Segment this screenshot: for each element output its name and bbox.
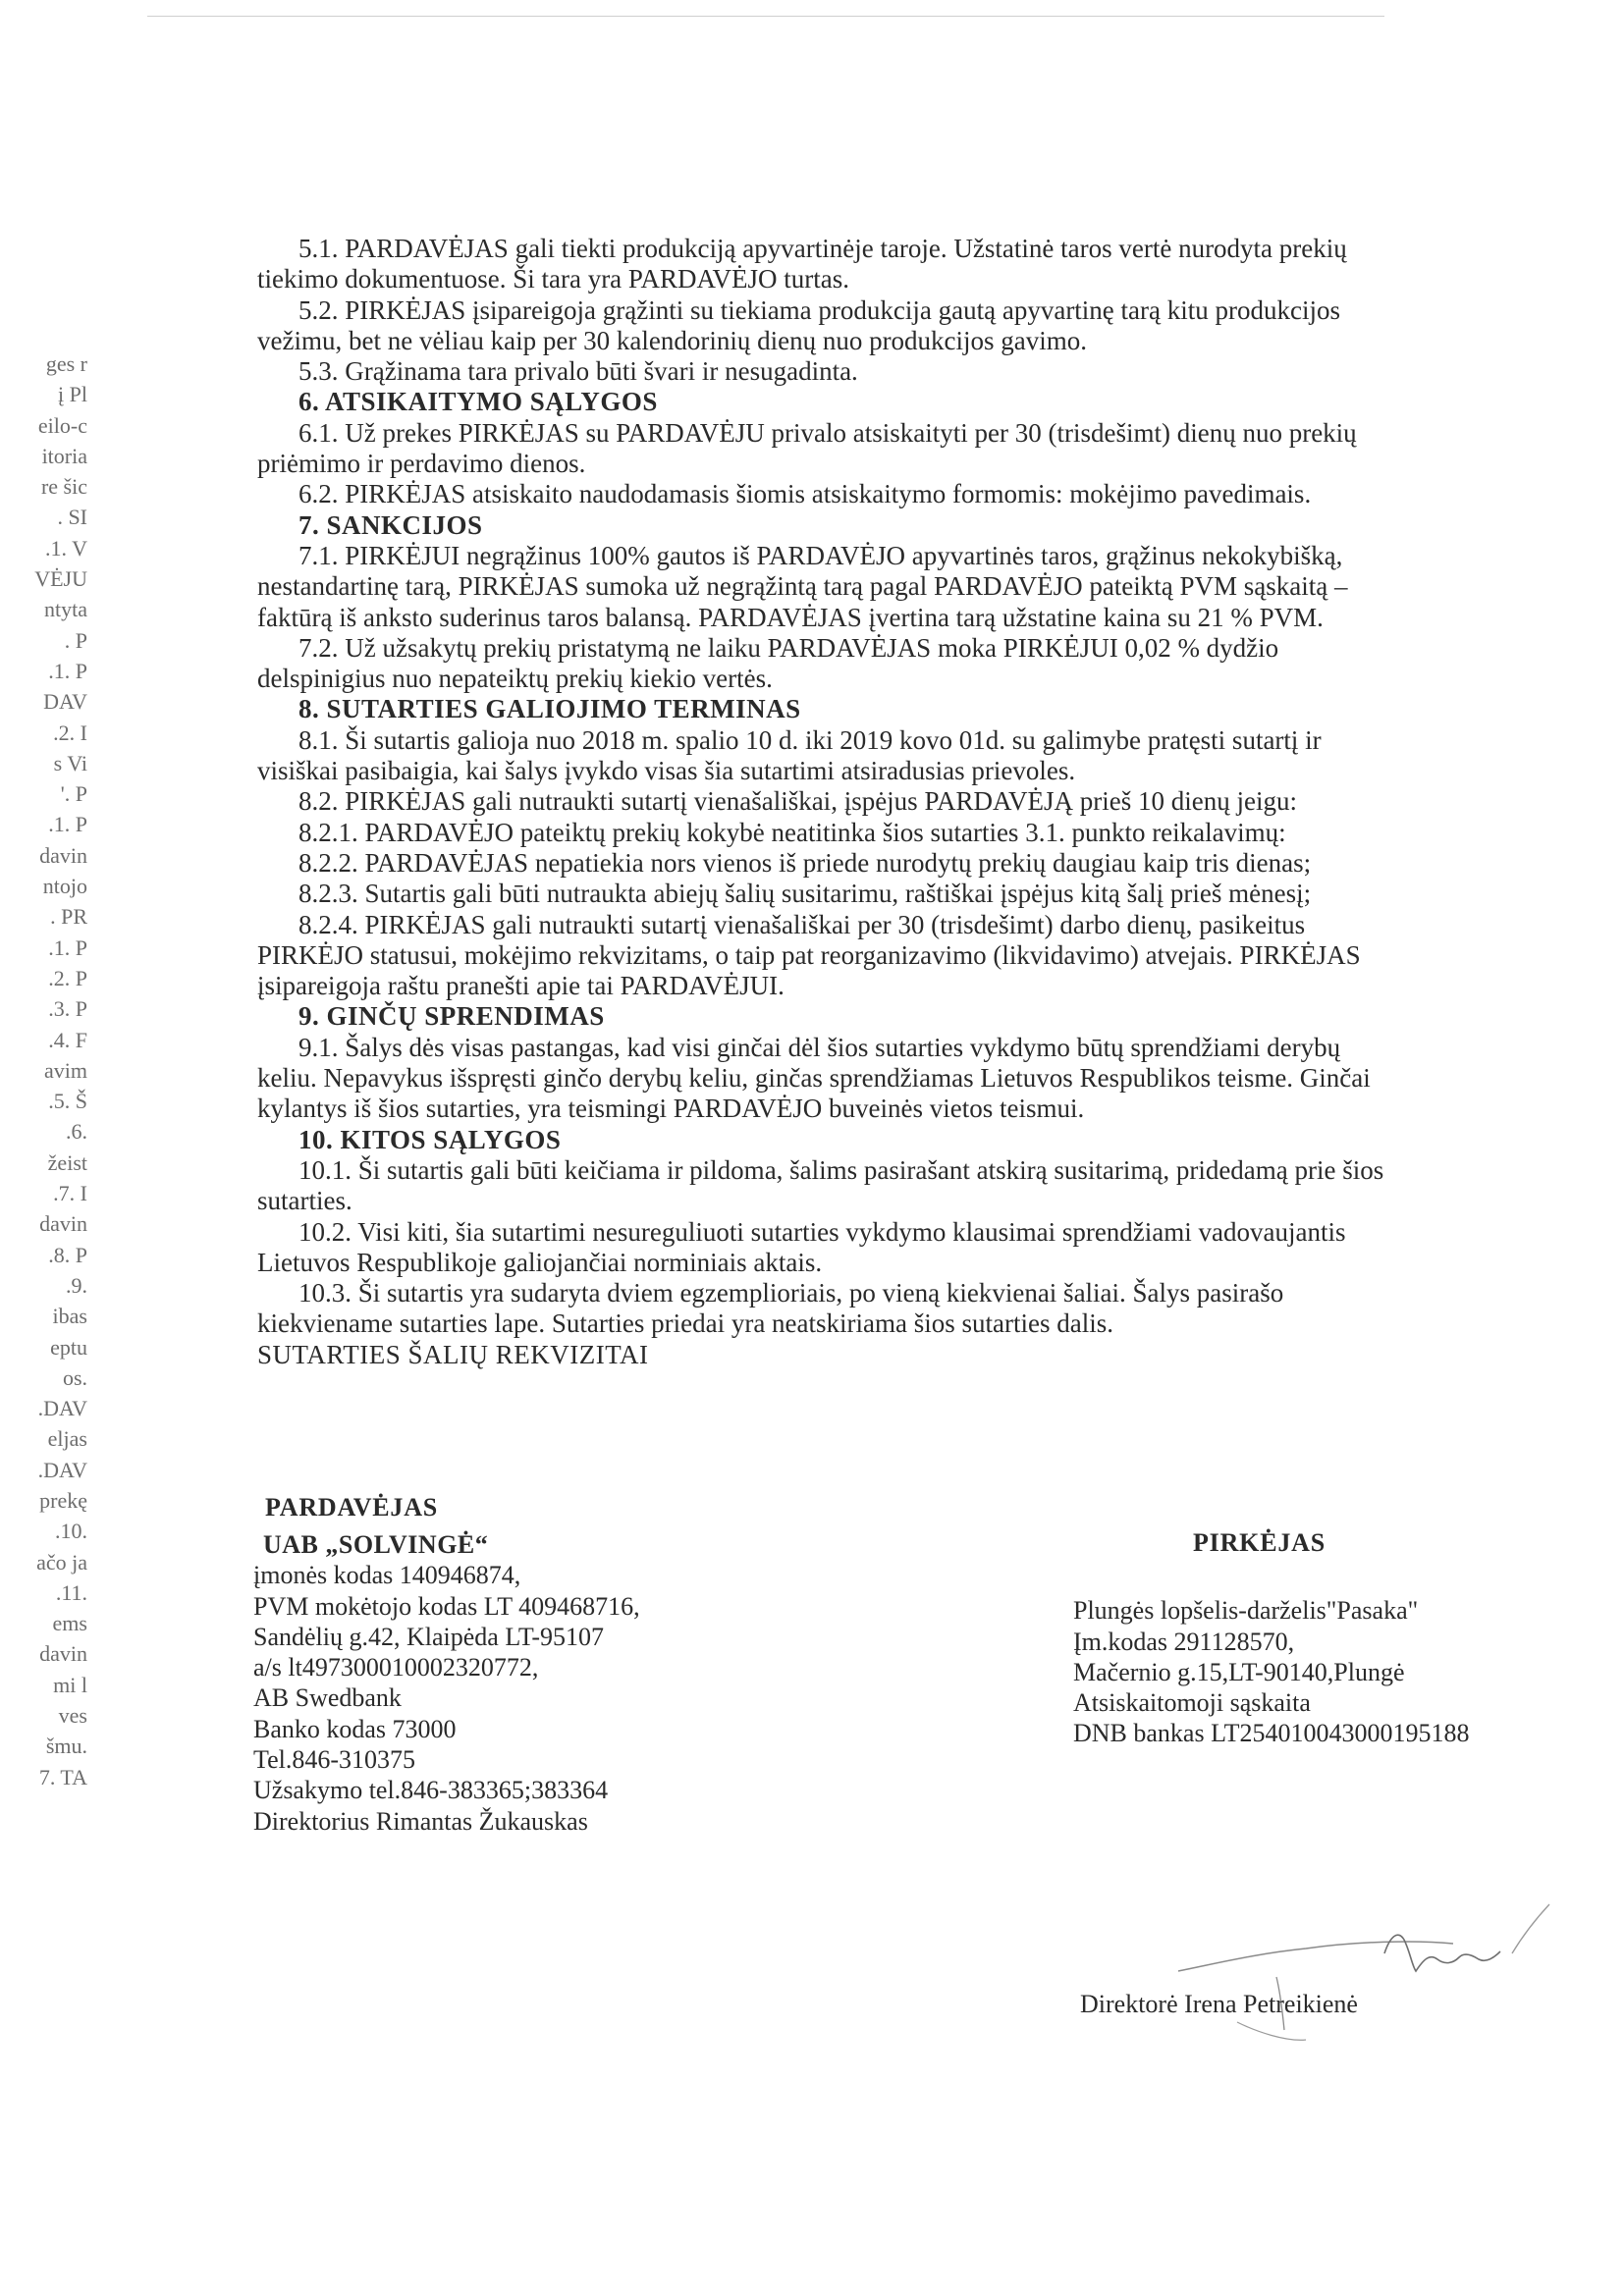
contract-line: kylantys iš šios sutarties, yra teismingi PARDAVĖJO buveinės vietos teismui. <box>257 1094 1085 1124</box>
bleed-fragment: davin <box>39 842 87 868</box>
seller-detail-line: AB Swedbank <box>253 1683 402 1713</box>
bleed-fragment: DAV <box>43 689 87 715</box>
bleed-fragment: ačo ja <box>36 1549 87 1575</box>
bleed-fragment: os. <box>62 1364 87 1390</box>
bleed-fragment: s Vi <box>53 750 87 775</box>
buyer-detail-line: Plungės lopšelis-darželis"Pasaka" <box>1073 1596 1419 1626</box>
contract-line: 10.1. Ši sutartis gali būti keičiama ir pildoma, šalims pasirašant atskirą susitarimą, pridedamą prie šios <box>298 1154 1384 1185</box>
contract-line: 8.2.1. PARDAVĖJO pateiktų prekių kokybė neatitinka šios sutarties 3.1. punkto reikalavimų: <box>298 817 1286 847</box>
contract-line: vežimu, bet ne vėliau kaip per 30 kalendorinių dienų nuo produkcijos gavimo. <box>257 325 1088 355</box>
bleed-fragment: .2. I <box>53 720 87 745</box>
bleed-fragment: re šic <box>40 474 87 500</box>
contract-line: keliu. Nepavykus išspręsti ginčo derybų keliu, ginčas sprendžiamas Lietuvos Respublikos teisme. Ginčai <box>257 1063 1371 1094</box>
bleed-fragment: .4. F <box>48 1027 87 1052</box>
contract-line: visiškai pasibaigia, kai šalys įvykdo visas šia sutartimi atsiradusias prievoles. <box>257 756 1076 786</box>
bleed-fragment: itoria <box>41 443 87 468</box>
seller-details <box>253 1560 640 1837</box>
contract-line: 8.2. PIRKĖJAS gali nutraukti sutartį vienašališkai, įspėjus PARDAVĖJĄ prieš 10 dienų jeigu: <box>298 786 1297 817</box>
seller-detail-line: Tel.846-310375 <box>253 1745 415 1775</box>
contract-line: 8.1. Ši sutartis galioja nuo 2018 m. spalio 10 d. iki 2019 kovo 01d. su galimybe pratęsti sutartį ir <box>298 724 1322 755</box>
section-heading: 7. SANKCIJOS <box>298 509 483 540</box>
buyer-details <box>1073 1595 1469 1748</box>
buyer-title: PIRKĖJAS <box>1193 1528 1326 1557</box>
bleed-fragment: ges r <box>45 351 87 376</box>
contract-line: 10.3. Ši sutartis yra sudaryta dviem egzemplioriais, po vieną kiekvienai šaliai. Šalys pasirašo <box>298 1278 1284 1308</box>
top-rule <box>147 16 1384 17</box>
bleed-fragment: 7. TA <box>38 1764 87 1789</box>
buyer-detail-line: Atsiskaitomoji sąskaita <box>1073 1688 1311 1718</box>
seller-detail-line: Direktorius Rimantas Žukauskas <box>253 1806 588 1836</box>
bleed-fragment: ibas <box>52 1304 87 1329</box>
bleed-fragment: .2. P <box>48 965 87 990</box>
seller-company: UAB „SOLVINGĖ“ <box>263 1530 489 1559</box>
contract-line: 5.2. PIRKĖJAS įsipareigoja grąžinti su tiekiama produkcija gautą apyvartinę tarą kitu produkcijos <box>298 294 1340 325</box>
bleed-fragment: .9. <box>66 1272 87 1298</box>
bleed-fragment: eptu <box>50 1334 87 1360</box>
contract-body <box>257 234 1624 1370</box>
contract-line: sutarties. <box>257 1186 352 1216</box>
contract-line: 6.2. PIRKĖJAS atsiskaito naudodamasis šiomis atsiskaitymo formomis: mokėjimo pavedimais. <box>298 479 1312 509</box>
section-heading: 10. KITOS SĄLYGOS <box>298 1124 562 1154</box>
contract-line: 10.2. Visi kiti, šia sutartimi nesureguliuoti sutarties vykdymo klausimai sprendžiami vadovaujantis <box>298 1216 1346 1247</box>
contract-line: 5.3. Grąžinama tara privalo būti švari ir nesugadinta. <box>298 356 858 387</box>
bleed-fragment: ntojo <box>42 874 87 899</box>
contract-line: 8.2.4. PIRKĖJAS gali nutraukti sutartį vienašališkai per 30 (trisdešimt) darbo dienų, pasikeitus <box>298 909 1306 939</box>
bleed-fragment: VĖJU <box>34 566 87 592</box>
contract-line: įsipareigoja raštu pranešti apie tai PARDAVĖJUI. <box>257 971 785 1001</box>
contract-line: tiekimo dokumentuose. Ši tara yra PARDAVĖJO turtas. <box>257 264 849 294</box>
bleed-fragment: . P <box>64 627 87 653</box>
bleed-fragment: .6. <box>66 1119 87 1145</box>
section-heading: 9. GINČŲ SPRENDIMAS <box>298 1001 605 1032</box>
seller-block <box>253 1492 640 1837</box>
bleed-fragment: ntyta <box>44 597 87 622</box>
handwritten-signature <box>1159 1895 1610 2061</box>
buyer-signatory: Direktorė Irena Petreikienė <box>1080 1990 1358 2018</box>
bleed-fragment: .5. Š <box>48 1089 87 1114</box>
bleed-fragment: '. P <box>60 781 87 807</box>
bleed-fragment: . SI <box>57 505 87 530</box>
contract-line: SUTARTIES ŠALIŲ REKVIZITAI <box>257 1339 649 1369</box>
bleed-fragment: šmu. <box>45 1734 87 1759</box>
seller-detail-line: a/s lt497300010002320772, <box>253 1653 539 1682</box>
bleed-fragment: žeist <box>47 1149 87 1175</box>
seller-title: PARDAVĖJAS <box>265 1493 439 1522</box>
section-heading: 8. SUTARTIES GALIOJIMO TERMINAS <box>298 694 801 724</box>
contract-line: 8.2.2. PARDAVĖJAS nepatiekia nors vienos iš priede nurodytų prekių daugiau kaip tris dienas; <box>298 847 1312 878</box>
bleed-fragment: ems <box>52 1611 87 1636</box>
contract-line: Lietuvos Respublikoje galiojančiai norminiais aktais. <box>257 1247 823 1277</box>
contract-line: nestandartinę tarą, PIRKĖJAS sumoka už negrąžintą tarą pagal PARDAVĖJO pateiktą PVM sąskaitą – <box>257 571 1348 602</box>
contract-line: kiekviename sutarties lape. Sutarties priedai yra neatskiriama šios sutarties dalis. <box>257 1308 1113 1339</box>
seller-detail-line: Užsakymo tel.846-383365;383364 <box>253 1776 609 1805</box>
bleed-fragment: mi l <box>53 1672 87 1697</box>
seller-detail-line: Sandėlių g.42, Klaipėda LT-95107 <box>253 1622 604 1651</box>
bleed-fragment: į Pl <box>58 382 87 407</box>
bleed-fragment: davin <box>39 1211 87 1237</box>
contract-line: priėmimo ir perdavimo dienos. <box>257 449 586 479</box>
contract-line: faktūrą iš anksto suderinus taros balansą. PARDAVĖJAS įvertina tarą užstatine kaina su 21 % PVM. <box>257 602 1324 632</box>
contract-line: 5.1. PARDAVĖJAS gali tiekti produkciją apyvartinėje taroje. Užstatinė taros vertė nurodyta prekių <box>298 234 1347 263</box>
contract-line: PIRKĖJO statusui, mokėjimo rekvizitams, o taip pat reorganizavimo (likvidavimo) atvejais. PIRKĖJAS <box>257 939 1361 970</box>
bleed-fragment: . PR <box>50 904 87 930</box>
bleed-fragment: .DAV <box>37 1457 87 1482</box>
bleed-fragment: avim <box>44 1057 87 1083</box>
bleed-fragment: .11. <box>55 1579 87 1605</box>
contract-line: 8.2.3. Sutartis gali būti nutraukta abiejų šalių susitarimu, raštiškai įspėjus kitą šalį prieš mėnesį; <box>298 879 1312 909</box>
bleed-fragment: eljas <box>47 1426 87 1452</box>
bleed-fragment: .10. <box>55 1519 87 1544</box>
buyer-detail-line: DNB bankas LT254010043000195188 <box>1073 1719 1470 1748</box>
section-heading: 6. ATSIKAITYMO SĄLYGOS <box>298 387 658 417</box>
bleed-fragment: prekę <box>39 1487 87 1513</box>
bleed-fragment: .3. P <box>48 996 87 1022</box>
bleed-fragment: .1. P <box>48 658 87 683</box>
contract-line: 7.1. PIRKĖJUI negrąžinus 100% gautos iš PARDAVĖJO apyvartinės taros, grąžinus nekokybišką, <box>298 540 1343 570</box>
bleed-fragment: eilo-c <box>37 412 87 438</box>
bleed-fragment: ves <box>58 1703 87 1729</box>
bleed-fragment: .1. V <box>45 535 87 561</box>
bleed-fragment: .7. I <box>53 1181 87 1206</box>
contract-line: 6.1. Už prekes PIRKĖJAS su PARDAVĖJU privalo atsiskaityti per 30 (trisdešimt) dienų nuo prekių <box>298 417 1357 448</box>
bleed-fragment: .8. P <box>48 1242 87 1267</box>
buyer-block <box>1073 1527 1469 1749</box>
bleed-fragment: .DAV <box>37 1396 87 1421</box>
contract-line: delspinigius nuo nepateiktų prekių kiekio vertės. <box>257 664 773 694</box>
bleed-fragment: .1. P <box>48 812 87 837</box>
contract-line: 9.1. Šalys dės visas pastangas, kad visi ginčai dėl šios sutarties vykdymo būtų sprendžiami derybų <box>298 1032 1341 1062</box>
seller-detail-line: PVM mokėtojo kodas LT 409468716, <box>253 1591 640 1621</box>
contract-line: 7.2. Už užsakytų prekių pristatymą ne laiku PARDAVĖJAS moka PIRKĖJUI 0,02 % dydžio <box>298 632 1279 663</box>
seller-detail-line: įmonės kodas 140946874, <box>253 1561 521 1590</box>
bleed-fragment: .1. P <box>48 934 87 960</box>
seller-detail-line: Banko kodas 73000 <box>253 1714 457 1743</box>
bleed-fragment: davin <box>39 1641 87 1667</box>
adjacent-page-bleed <box>0 348 93 1792</box>
buyer-detail-line: Įm.kodas 291128570, <box>1073 1627 1295 1656</box>
buyer-detail-line: Mačernio g.15,LT-90140,Plungė <box>1073 1657 1405 1686</box>
